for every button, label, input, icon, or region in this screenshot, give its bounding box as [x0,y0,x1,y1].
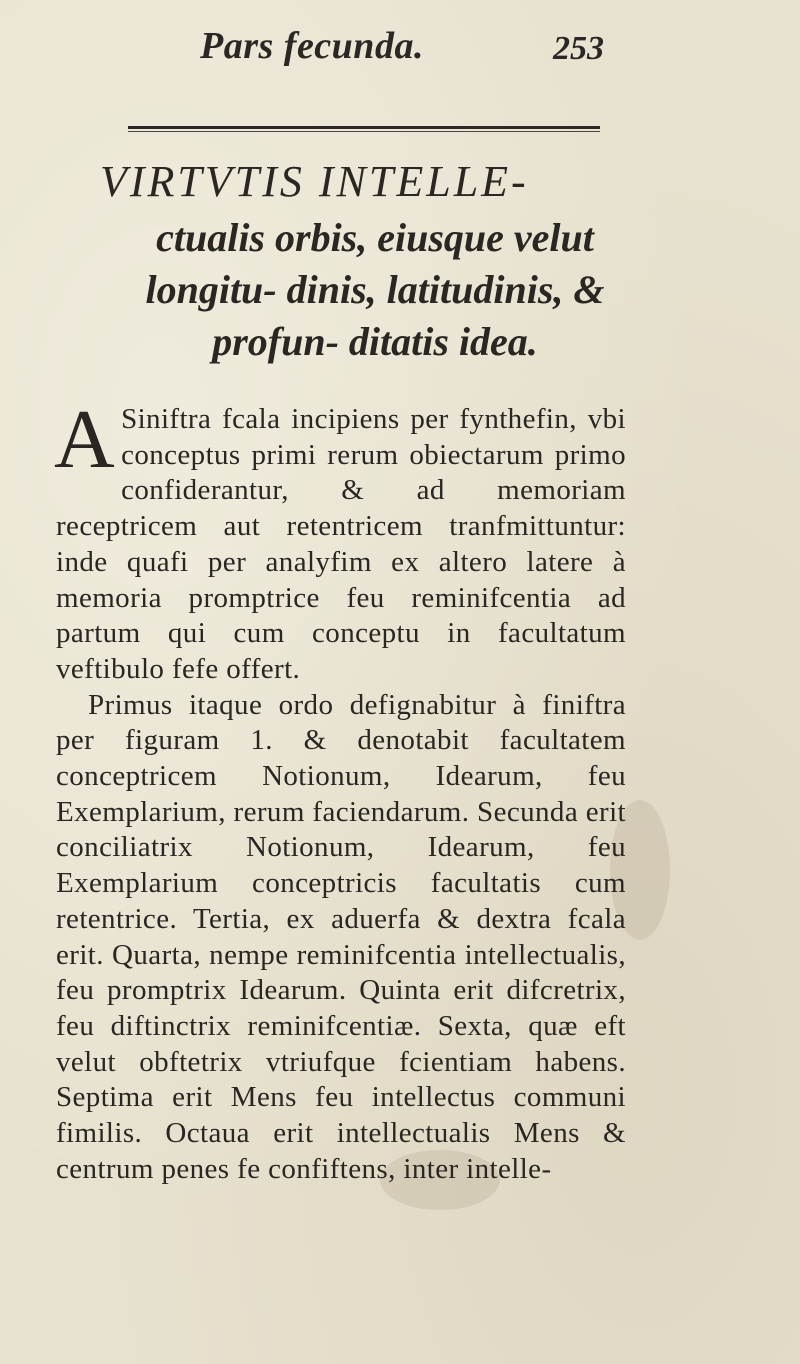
header-rule [128,126,600,129]
paragraph-1-text: Siniftra fcala incipiens per fynthefin, vbi conceptus primi rerum obiectarum primo confiderantur, & ad memoriam receptricem aut retentricem tranfmittuntur: inde quafi per analyfim ex altero latere à memoria promptrice feu reminifcentia ad partum qui cum conceptu in facultatum veftibulo fefe offert. [56,403,626,685]
running-header [0,18,800,78]
paragraph-1 [54,393,626,688]
heading-subtitle: ctualis orbis, eiusque velut longitu- dinis, latitudinis, & profun- ditatis idea. [145,215,605,364]
chapter-heading [100,158,660,368]
running-title: Pars fecunda. [200,25,424,67]
drop-cap: A [54,393,116,486]
header-rule-thin [128,131,600,132]
page-number: 253 [553,30,604,67]
paragraph-2 [56,688,626,1188]
paragraph-2-text: Primus itaque ordo defignabitur à finiftra per figuram 1. & denotabit facultatem conceptricem Notionum, Idearum, feu Exemplarium, rerum faciendarum. Secunda erit conciliatrix Notionum, Idearum, feu Exemplarium conceptricis facultatis cum retentrice. Tertia, ex aduerfa & dextra fcala erit. Quarta, nempe reminifcentia intellectualis, feu promptrix Idearum. Quinta erit difcretrix, feu diftinctrix reminifcentiæ. Sexta, quæ eft velut obftetrix vtriufque fcientiam habens. Septima erit Mens feu intellectus communi fimilis. Octaua erit intellectualis Mens & centrum penes fe confiftens, inter intelle- [56,688,626,1185]
heading-line-caps: VIRTVTIS INTELLE- [100,157,529,206]
body-text [54,393,626,1187]
